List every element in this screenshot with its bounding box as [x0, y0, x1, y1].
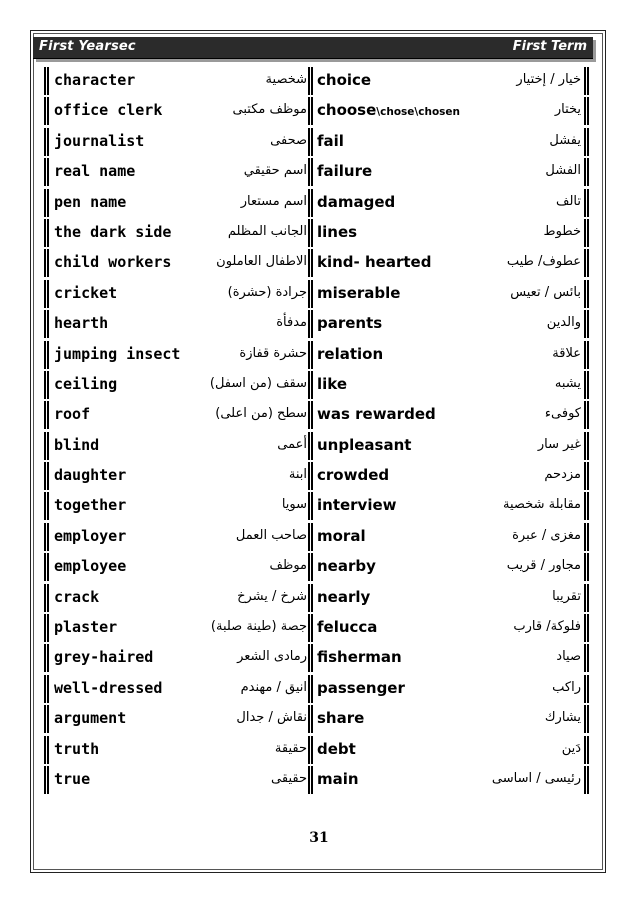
english-word-right — [317, 71, 371, 89]
column-divider-right — [584, 341, 589, 369]
arabic-meaning-right: يشارك — [544, 710, 581, 726]
column-divider-right — [584, 736, 589, 764]
vocab-row — [44, 674, 591, 704]
vocab-row — [44, 309, 591, 339]
vocab-row — [44, 370, 591, 400]
arabic-meaning-left: حقيقى — [271, 770, 307, 786]
vocab-row — [44, 613, 591, 643]
column-divider-right — [584, 67, 589, 95]
column-divider-middle — [308, 523, 313, 551]
arabic-meaning-left: سطح (من اعلى) — [215, 406, 307, 422]
column-divider-middle — [308, 280, 313, 308]
column-divider-right — [584, 280, 589, 308]
english-word-right — [317, 588, 370, 606]
column-divider-middle — [308, 766, 313, 794]
vocab-row — [44, 704, 591, 734]
english-word-right — [317, 223, 357, 241]
english-word-right — [317, 557, 376, 575]
arabic-meaning-right: يفشل — [549, 132, 581, 148]
column-divider-right — [584, 644, 589, 672]
arabic-meaning-left: نقاش / جدال — [236, 710, 307, 726]
english-word-right — [317, 193, 395, 211]
column-divider-right — [584, 158, 589, 186]
english-word-right-main: was rewarded — [317, 405, 436, 424]
column-divider-right — [584, 462, 589, 490]
english-word-right — [317, 436, 411, 454]
english-word-right-main: fail — [317, 131, 344, 150]
arabic-meaning-right: تالف — [556, 193, 581, 209]
column-divider-left — [44, 310, 49, 338]
english-word-left: blind — [54, 435, 100, 454]
arabic-meaning-left: أعمى — [277, 436, 307, 452]
column-divider-right — [584, 97, 589, 125]
english-word-left: ceiling — [54, 374, 118, 393]
english-word-right-main: lines — [317, 222, 358, 241]
arabic-meaning-right: بائس / تعيس — [510, 284, 581, 300]
column-divider-left — [44, 432, 49, 460]
english-word-left: truth — [54, 739, 100, 758]
english-word-right — [317, 709, 364, 727]
arabic-meaning-left: حشرة قفازة — [239, 345, 307, 361]
arabic-meaning-right: كوفىء — [544, 406, 581, 422]
arabic-meaning-left: انيق / مهندم — [240, 679, 307, 695]
arabic-meaning-right: غير سار — [537, 436, 581, 452]
vocab-row — [44, 157, 591, 187]
english-word-left: office clerk — [54, 101, 163, 120]
vocabulary-table — [44, 66, 591, 795]
english-word-right-main: kind- hearted — [317, 253, 432, 272]
english-word-right — [317, 740, 356, 758]
vocab-row — [44, 765, 591, 795]
header-bar — [33, 37, 593, 59]
english-word-right — [317, 253, 431, 271]
arabic-meaning-right: عطوف/ طيب — [506, 254, 581, 270]
arabic-meaning-right: مزدحم — [544, 467, 581, 483]
vocab-row — [44, 340, 591, 370]
english-word-left: well-dressed — [54, 678, 163, 697]
column-divider-middle — [308, 128, 313, 156]
header-left-title: First Yearsec — [39, 39, 136, 54]
column-divider-middle — [308, 158, 313, 186]
vocab-row — [44, 431, 591, 461]
column-divider-right — [584, 128, 589, 156]
column-divider-middle — [308, 675, 313, 703]
column-divider-middle — [308, 553, 313, 581]
column-divider-middle — [308, 341, 313, 369]
arabic-meaning-right: يشبه — [554, 375, 581, 391]
english-word-left: real name — [54, 162, 136, 181]
english-word-left: argument — [54, 709, 127, 728]
english-word-right-main: choose — [317, 101, 377, 120]
vocab-row — [44, 127, 591, 157]
english-word-right — [317, 466, 389, 484]
column-divider-left — [44, 553, 49, 581]
english-word-left: cricket — [54, 283, 118, 302]
english-word-right — [317, 375, 347, 393]
english-word-left: grey-haired — [54, 648, 154, 667]
arabic-meaning-left: سقف (من اسفل) — [209, 375, 307, 391]
column-divider-left — [44, 766, 49, 794]
column-divider-left — [44, 584, 49, 612]
vocab-row — [44, 552, 591, 582]
arabic-meaning-right: الفشل — [545, 163, 581, 179]
column-divider-middle — [308, 432, 313, 460]
arabic-meaning-left: موظف مكتبى — [232, 102, 307, 118]
english-word-left: pen name — [54, 192, 127, 211]
arabic-meaning-left: شخصية — [265, 72, 307, 87]
column-divider-right — [584, 584, 589, 612]
arabic-meaning-right: والدين — [546, 315, 581, 331]
english-word-right-main: unpleasant — [317, 435, 412, 454]
column-divider-left — [44, 614, 49, 642]
arabic-meaning-right: صياد — [556, 649, 581, 665]
column-divider-right — [584, 189, 589, 217]
english-word-left: together — [54, 496, 127, 515]
column-divider-middle — [308, 614, 313, 642]
english-word-left: character — [54, 71, 136, 89]
arabic-meaning-left: سويا — [281, 497, 307, 513]
arabic-meaning-right: خطوط — [543, 223, 581, 239]
english-word-right-main: relation — [317, 344, 384, 363]
arabic-meaning-right: تقريبا — [552, 588, 581, 604]
column-divider-left — [44, 492, 49, 520]
arabic-meaning-left: موظف — [269, 558, 307, 574]
arabic-meaning-left: رمادى الشعر — [237, 649, 307, 665]
column-divider-middle — [308, 705, 313, 733]
arabic-meaning-right: مغزى / عبرة — [512, 527, 581, 543]
english-word-right — [317, 101, 460, 119]
english-word-left: jumping insect — [54, 344, 181, 363]
english-word-right-main: passenger — [317, 678, 405, 697]
english-word-right — [317, 345, 383, 363]
arabic-meaning-left: الجانب المظلم — [227, 223, 307, 239]
arabic-meaning-right: دَين — [561, 740, 581, 756]
english-word-right-main: nearby — [317, 557, 376, 576]
arabic-meaning-left: اسم مستعار — [240, 193, 307, 209]
english-word-left: employer — [54, 526, 127, 545]
column-divider-left — [44, 280, 49, 308]
english-word-left: roof — [54, 405, 91, 424]
english-word-left: hearth — [54, 314, 109, 333]
arabic-meaning-left: صحفى — [270, 132, 307, 148]
arabic-meaning-right: يختار — [554, 102, 581, 118]
column-divider-right — [584, 614, 589, 642]
arabic-meaning-left: حقيقة — [274, 740, 307, 756]
english-word-right-main: failure — [317, 162, 373, 181]
column-divider-middle — [308, 249, 313, 277]
vocab-row — [44, 583, 591, 613]
column-divider-left — [44, 675, 49, 703]
english-word-left: child workers — [54, 253, 172, 272]
vocab-row — [44, 279, 591, 309]
column-divider-right — [584, 492, 589, 520]
vocab-row — [44, 248, 591, 278]
english-word-right-main: choice — [317, 71, 372, 89]
column-divider-left — [44, 705, 49, 733]
arabic-meaning-right: مجاور / قريب — [506, 558, 581, 574]
english-word-right-main: parents — [317, 314, 383, 333]
english-word-right — [317, 679, 405, 697]
vocab-row — [44, 96, 591, 126]
column-divider-right — [584, 219, 589, 247]
column-divider-left — [44, 341, 49, 369]
arabic-meaning-left: اسم حقيقي — [243, 163, 307, 179]
arabic-meaning-left: الاطفال العاملون — [216, 254, 307, 270]
vocab-row — [44, 188, 591, 218]
vocab-row — [44, 400, 591, 430]
english-word-right-main: crowded — [317, 466, 390, 485]
column-divider-middle — [308, 67, 313, 95]
column-divider-left — [44, 97, 49, 125]
vocab-row — [44, 522, 591, 552]
english-word-right-main: felucca — [317, 618, 378, 637]
column-divider-middle — [308, 310, 313, 338]
column-divider-right — [584, 553, 589, 581]
english-word-right-main: moral — [317, 526, 366, 545]
page-number: 31 — [309, 830, 329, 846]
english-word-left: employee — [54, 557, 127, 576]
arabic-meaning-right: مقابلة شخصية — [503, 497, 581, 513]
english-word-left: plaster — [54, 618, 118, 637]
column-divider-right — [584, 310, 589, 338]
column-divider-middle — [308, 736, 313, 764]
vocab-row — [44, 218, 591, 248]
arabic-meaning-left: مدفأة — [276, 315, 307, 331]
column-divider-left — [44, 128, 49, 156]
arabic-meaning-right: خيار / إختيار — [516, 72, 581, 87]
vocab-row — [44, 643, 591, 673]
column-divider-left — [44, 401, 49, 429]
column-divider-right — [584, 249, 589, 277]
arabic-meaning-left: صاحب العمل — [235, 527, 307, 543]
column-divider-left — [44, 67, 49, 95]
arabic-meaning-right: فلوكة/ قارب — [513, 619, 581, 635]
vocab-row — [44, 461, 591, 491]
english-word-right-forms: \chose\chosen — [376, 106, 461, 119]
column-divider-middle — [308, 371, 313, 399]
english-word-right-main: damaged — [317, 192, 396, 211]
english-word-right-main: miserable — [317, 283, 401, 302]
english-word-right-main: fisherman — [317, 648, 402, 667]
arabic-meaning-right: راكب — [552, 679, 581, 695]
column-divider-right — [584, 675, 589, 703]
english-word-right-main: debt — [317, 739, 356, 758]
english-word-left: journalist — [54, 131, 145, 150]
arabic-meaning-right: علاقة — [552, 345, 581, 361]
column-divider-right — [584, 371, 589, 399]
english-word-right-main: like — [317, 374, 348, 393]
english-word-left: the dark side — [54, 222, 172, 241]
english-word-right — [317, 405, 436, 423]
english-word-left: crack — [54, 587, 100, 606]
column-divider-left — [44, 189, 49, 217]
column-divider-right — [584, 432, 589, 460]
arabic-meaning-right: رئيسى / اساسى — [491, 770, 581, 786]
column-divider-middle — [308, 219, 313, 247]
vocab-row — [44, 491, 591, 521]
english-word-right-main: interview — [317, 496, 397, 515]
column-divider-left — [44, 644, 49, 672]
arabic-meaning-left: ابنة — [288, 467, 307, 483]
english-word-right — [317, 527, 366, 545]
english-word-right — [317, 132, 344, 150]
column-divider-right — [584, 705, 589, 733]
english-word-right — [317, 496, 397, 514]
english-word-left: true — [54, 769, 91, 788]
column-divider-right — [584, 766, 589, 794]
column-divider-middle — [308, 189, 313, 217]
column-divider-left — [44, 736, 49, 764]
column-divider-left — [44, 371, 49, 399]
arabic-meaning-left: شرخ / يشرخ — [237, 588, 307, 604]
column-divider-middle — [308, 644, 313, 672]
vocab-row — [44, 735, 591, 765]
column-divider-left — [44, 219, 49, 247]
english-word-left: daughter — [54, 466, 127, 485]
vocab-row — [44, 66, 591, 96]
column-divider-middle — [308, 462, 313, 490]
english-word-right-main: nearly — [317, 587, 371, 606]
english-word-right-main: main — [317, 769, 359, 788]
arabic-meaning-left: جصة (طينة صلبة) — [210, 619, 307, 635]
header-right-title: First Term — [512, 39, 587, 54]
arabic-meaning-left: جرادة (حشرة) — [227, 284, 307, 300]
column-divider-left — [44, 462, 49, 490]
english-word-right — [317, 314, 382, 332]
column-divider-middle — [308, 584, 313, 612]
column-divider-right — [584, 401, 589, 429]
column-divider-middle — [308, 492, 313, 520]
english-word-right — [317, 284, 400, 302]
column-divider-right — [584, 523, 589, 551]
english-word-right — [317, 618, 377, 636]
column-divider-left — [44, 523, 49, 551]
column-divider-middle — [308, 97, 313, 125]
column-divider-middle — [308, 401, 313, 429]
column-divider-left — [44, 249, 49, 277]
english-word-right — [317, 648, 402, 666]
english-word-right-main: share — [317, 709, 365, 728]
english-word-right — [317, 162, 372, 180]
english-word-right — [317, 770, 359, 788]
column-divider-left — [44, 158, 49, 186]
